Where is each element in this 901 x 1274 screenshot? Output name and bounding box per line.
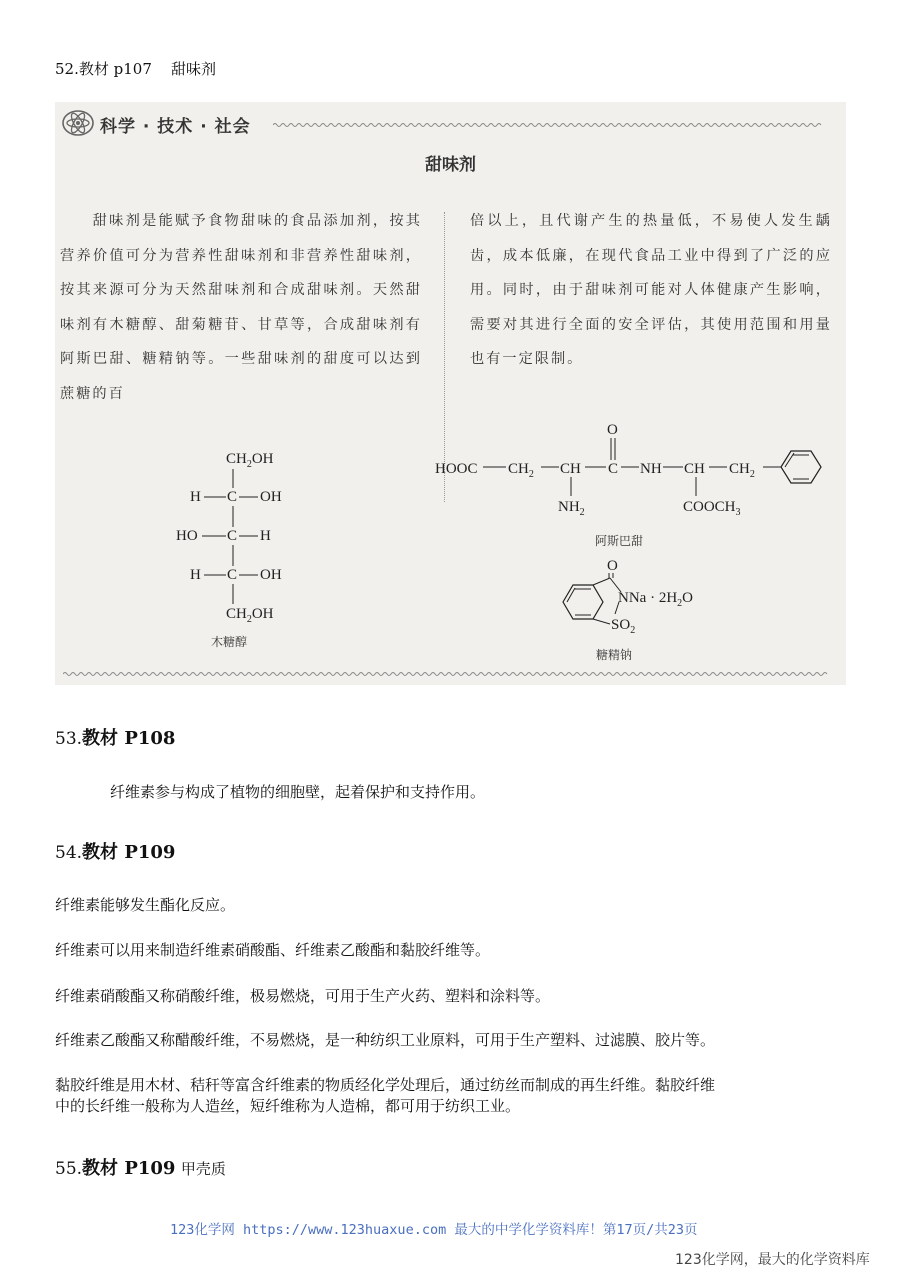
section-label: 教材 P109 xyxy=(82,842,176,863)
section-53-paragraph: 纤维素参与构成了植物的细胞壁，起着保护和支持作用。 xyxy=(110,783,486,801)
section-54-paragraph-1: 纤维素能够发生酯化反应。 xyxy=(55,896,236,914)
svg-text:C: C xyxy=(227,489,238,505)
svg-text:H: H xyxy=(190,489,201,505)
textbook-excerpt-figure xyxy=(55,102,846,685)
svg-text:SO2: $SO_2$ xyxy=(611,617,636,636)
box-title: 甜味剂 xyxy=(425,155,476,175)
svg-text:CH2OH: $CH_2OH$ xyxy=(226,606,274,625)
section-54-paragraph-3: 纤维素硝酸酯又称硝酸纤维，极易燃烧，可用于生产火药、塑料和涂料等。 xyxy=(55,987,551,1005)
section-54-paragraph-2: 纤维素可以用来制造纤维素硝酸酯、纤维素乙酸酯和黏胶纤维等。 xyxy=(55,941,491,959)
atom-logo-icon xyxy=(61,109,95,137)
section-number: 55. xyxy=(55,1159,83,1179)
svg-text:CH: CH xyxy=(684,461,705,477)
section-label: 教材 p107 xyxy=(78,60,152,78)
section-label: 教材 P108 xyxy=(82,728,176,749)
svg-text:OH: OH xyxy=(260,567,282,583)
svg-text:O: O xyxy=(607,422,618,438)
section-number: 54. xyxy=(55,843,83,863)
xylitol-structure xyxy=(170,442,300,632)
section-52-heading xyxy=(55,58,216,79)
section-54-paragraph-5-line-2: 中的长纤维一般称为人造丝，短纤维称为人造棉，都可用于纺织工业。 xyxy=(55,1097,521,1115)
section-number: 53. xyxy=(55,729,83,749)
section-54-paragraph-4: 纤维素乙酸酯又称醋酸纤维，不易燃烧，是一种纺织工业原料，可用于生产塑料、过滤膜、胶片等。 xyxy=(55,1031,716,1049)
svg-text:NH2: $NH_2$ xyxy=(558,499,585,518)
section-label: 教材 P109 xyxy=(82,1158,176,1179)
svg-text:H: H xyxy=(260,528,271,544)
svg-text:C: C xyxy=(227,567,238,583)
header-wave-rule xyxy=(273,121,828,129)
svg-text:CH: CH xyxy=(560,461,581,477)
svg-text:CH2OH: $CH_2OH$ xyxy=(226,451,274,470)
box-text-left-column: 甜味剂是能赋予食物甜味的食品添加剂，按其营养价值可分为营养性甜味剂和非营养性甜味剂，按其来源可分为天然甜味剂和合成甜味剂。天然甜味剂有木糖醇、甜菊糖苷、甘草等，合成甜味剂有阿斯巴甜、糖精钠等。一些甜味剂的甜度可以达到蔗糖的百 xyxy=(60,213,422,402)
svg-text:CH2: $CH_2$ xyxy=(508,461,534,480)
section-number: 52. xyxy=(55,60,79,78)
footer-site-link[interactable]: 123化学网 https://www.123huaxue.com 最大的中学化学资料库！第17页/共23页 xyxy=(170,1222,698,1238)
saccharin-caption: 糖精钠 xyxy=(596,648,633,662)
svg-text:OH: OH xyxy=(260,489,282,505)
aspartame-structure xyxy=(433,416,833,526)
section-54-heading xyxy=(55,838,175,864)
section-title: 甲壳质 xyxy=(180,1160,226,1178)
svg-text:COOCH3: $COOCH_3$ xyxy=(683,499,741,518)
section-53-heading xyxy=(55,724,175,750)
svg-text:C: C xyxy=(608,461,619,477)
box-header-label: 科学 · 技术 · 社会 xyxy=(100,117,251,137)
box-text-right-column: 倍以上，且代谢产生的热量低，不易使人发生龋齿，成本低廉，在现代食品工业中得到了广泛的应用。同时，由于甜味剂可能对人体健康产生影响，需要对其进行全面的安全评估，其使用范围和用量也有一定限制。 xyxy=(470,213,832,368)
section-title: 甜味剂 xyxy=(170,60,216,78)
svg-text:H: H xyxy=(190,567,201,583)
xylitol-caption: 木糖醇 xyxy=(211,635,248,649)
footer-watermark: 123化学网，最大的化学资料库 xyxy=(675,1252,870,1268)
svg-text:C: C xyxy=(227,528,238,544)
section-54-paragraph-5-line-1: 黏胶纤维是用木材、秸秆等富含纤维素的物质经化学处理后，通过纺丝而制成的再生纤维。黏胶纤维 xyxy=(55,1076,716,1094)
footer-wave-rule xyxy=(63,670,838,678)
svg-text:NNa · 2H2O: NNa · $2H_2O$ xyxy=(618,590,693,609)
saccharin-sodium-structure xyxy=(555,554,745,644)
aspartame-caption: 阿斯巴甜 xyxy=(595,534,644,548)
svg-text:HO: HO xyxy=(176,528,198,544)
svg-text:NH: NH xyxy=(640,461,662,477)
section-55-heading xyxy=(55,1154,226,1180)
svg-text:CH2: $CH_2$ xyxy=(729,461,755,480)
svg-text:HOOC: HOOC xyxy=(435,461,478,477)
svg-text:O: O xyxy=(607,558,618,574)
